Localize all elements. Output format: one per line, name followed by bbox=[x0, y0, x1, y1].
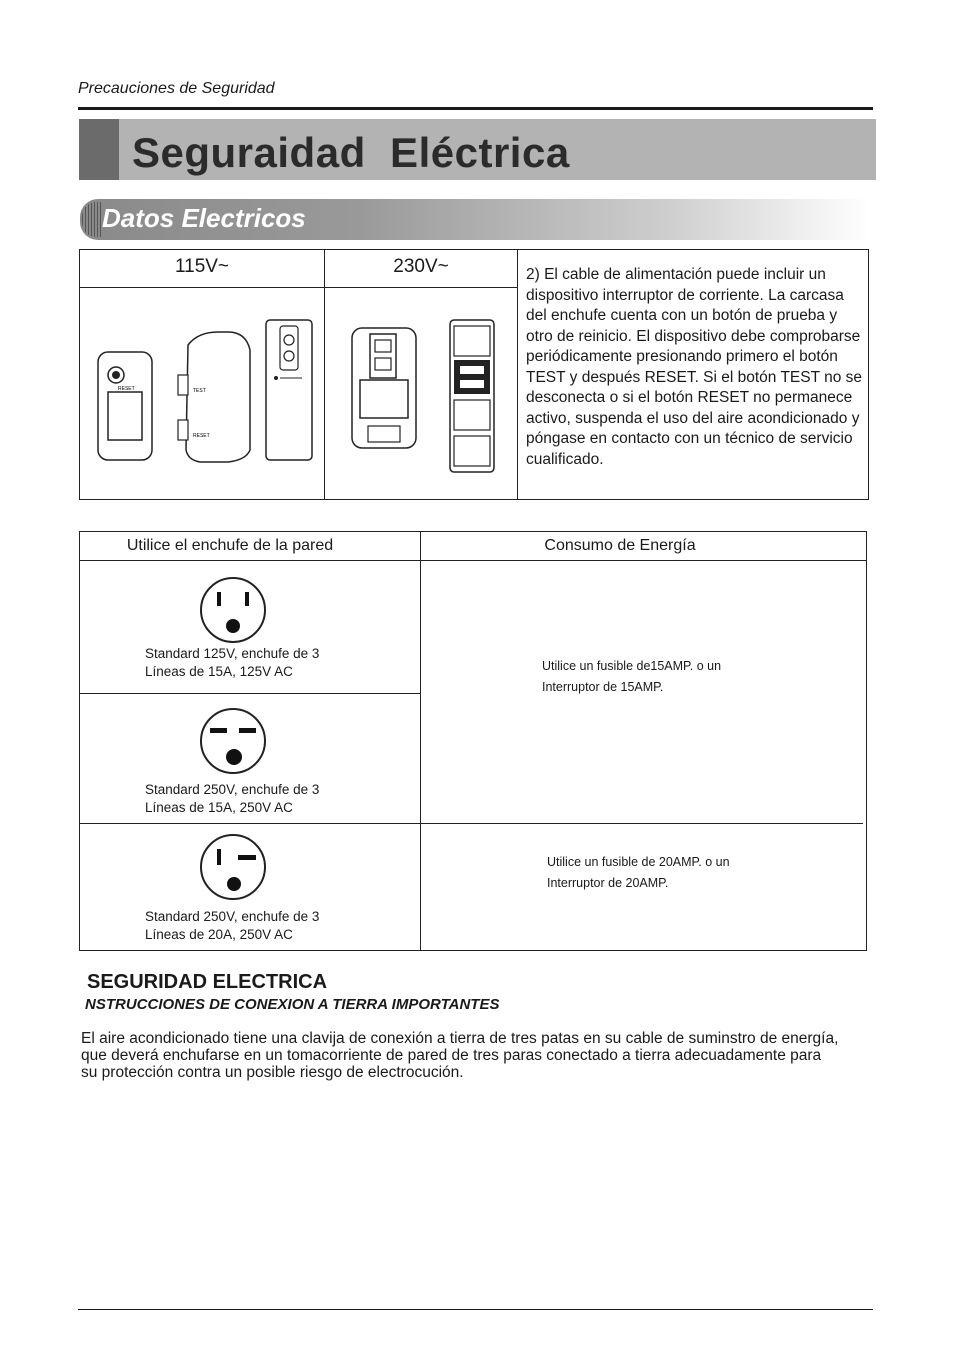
gfci-plug-230v-illustration bbox=[342, 318, 512, 478]
section-subtitle: Datos Electricos bbox=[102, 203, 306, 233]
fuse-15amp-note bbox=[542, 656, 721, 698]
fuse-20amp-note bbox=[547, 852, 730, 894]
outlet-250v-15a-line1: Standard 250V, enchufe de 3 bbox=[145, 782, 320, 797]
outlet-250v-20a-line1: Standard 250V, enchufe de 3 bbox=[145, 909, 320, 924]
header-230v: 230V~ bbox=[393, 256, 449, 277]
outlet-125v-15a-icon bbox=[200, 577, 266, 643]
outlet-250v-15a-line2: Líneas de 15A, 250V AC bbox=[145, 800, 293, 815]
outlet-125v-caption bbox=[145, 645, 319, 681]
reset-label-large: RESET bbox=[193, 433, 210, 439]
header-wall-outlet: Utilice el enchufe de la pared bbox=[126, 537, 334, 554]
subtitle-stripes bbox=[82, 202, 102, 237]
outlet-125v-line2: Líneas de 15A, 125V AC bbox=[145, 664, 293, 679]
fuse-15amp-line1: Utilice un fusible de15AMP. o un bbox=[542, 659, 722, 673]
outlet-250v-20a-icon bbox=[200, 834, 266, 900]
outlet-125v-line1: Standard 125V, enchufe de 3 bbox=[145, 646, 320, 661]
section-heading: SEGURIDAD ELECTRICA bbox=[87, 971, 328, 993]
electrical-data-table bbox=[79, 249, 869, 500]
page-title: Seguraidad Eléctrica bbox=[132, 129, 570, 176]
outlet-250v-15a-caption bbox=[145, 781, 319, 817]
outlet-250v-15a-icon bbox=[200, 708, 266, 774]
fuse-15amp-line2: Interruptor de 15AMP. bbox=[542, 680, 664, 694]
fuse-20amp-line1: Utilice un fusible de 20AMP. o un bbox=[547, 855, 730, 869]
header-115v: 115V~ bbox=[174, 256, 230, 277]
running-head: Precauciones de Seguridad bbox=[78, 80, 275, 97]
header-power-consumption: Consumo de Energía bbox=[544, 537, 696, 554]
gfci-description: 2) El cable de alimentación puede incluir un dispositivo interruptor de corriente. La carcasa del enchufe cuenta con un botón de prueba y otro de reinicio. El dispositivo debe comprobarse periódicamente presionando primero el botón TEST y después RESET. Si el botón TEST no se desconecta o si el botón RESET no permanece activo, suspenda el uso del aire acondicionado y póngase en contacto con un técnico de servicio cualificado. bbox=[526, 266, 863, 468]
footer-rule bbox=[78, 1309, 873, 1310]
fuse-20amp-line2: Interruptor de 20AMP. bbox=[547, 876, 669, 890]
test-label-large: TEST bbox=[193, 388, 206, 394]
outlet-250v-20a-line2: Líneas de 20A, 250V AC bbox=[145, 927, 293, 942]
reset-label-small: RESET bbox=[118, 386, 135, 392]
grounding-paragraph: El aire acondicionado tiene una clavija de conexión a tierra de tres patas en su cable de suminstro de energía, que deverá enchufarse en un tomacorriente de pared de tres paras conectado a tierra adecuadamente para su protección contra un posible riesgo de electrocución. bbox=[81, 1030, 839, 1081]
title-accent-block bbox=[79, 119, 119, 180]
section-subheading: NSTRUCCIONES DE CONEXION A TIERRA IMPORTANTES bbox=[85, 996, 500, 1013]
gfci-plug-115v-illustration bbox=[88, 310, 324, 470]
outlet-power-table bbox=[79, 531, 867, 951]
outlet-250v-20a-caption bbox=[145, 908, 319, 944]
header-rule bbox=[78, 107, 873, 110]
